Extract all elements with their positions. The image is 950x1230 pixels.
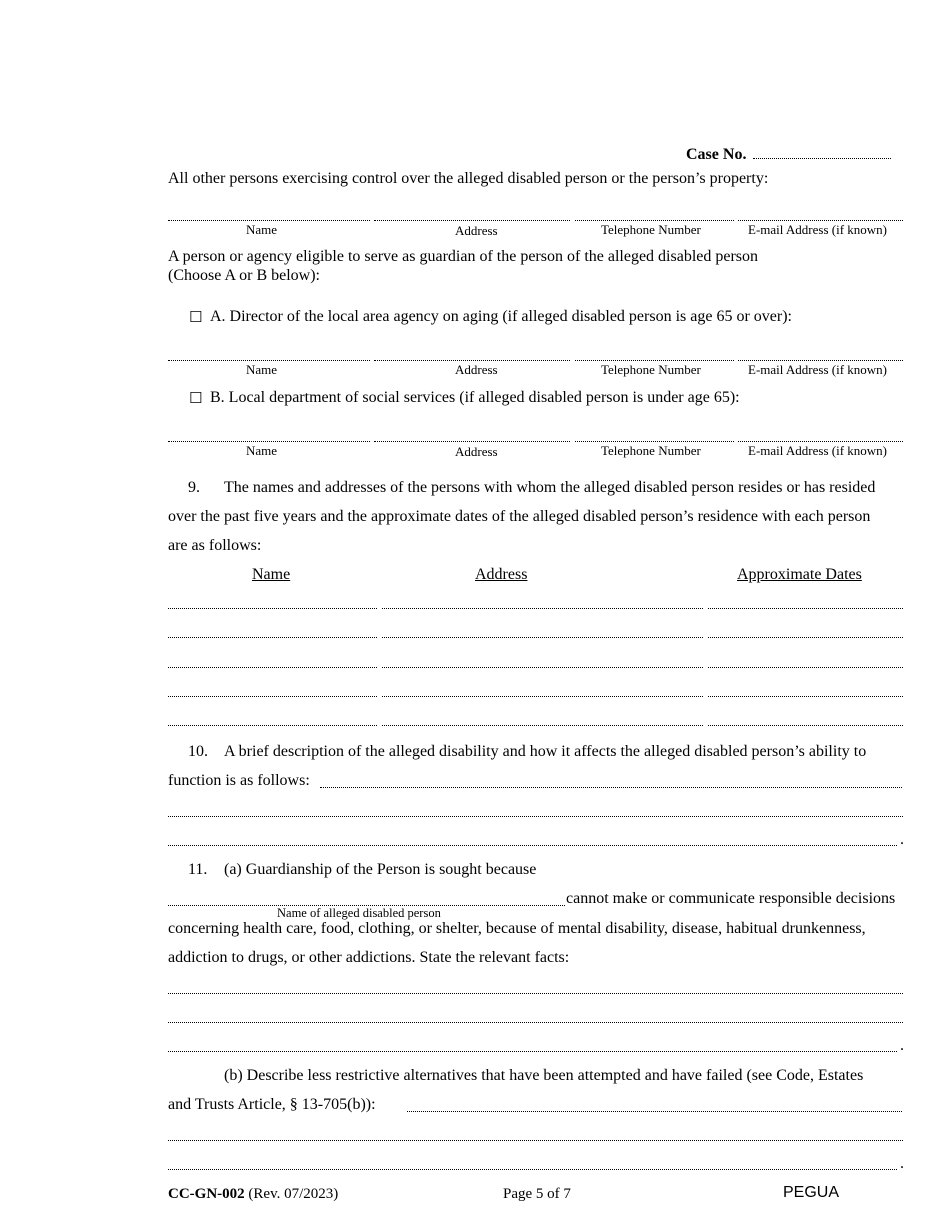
address-field[interactable] xyxy=(374,360,570,361)
item9-line2: over the past five years and the approximate dates of the alleged disabled person’s residence with each person xyxy=(168,508,871,525)
option-b-label: B. Local department of social services (if alleged disabled person is under age 65): xyxy=(210,389,740,406)
col-label-name: Name xyxy=(246,443,278,458)
footer-form-info xyxy=(168,1186,338,1203)
residence-name-field[interactable] xyxy=(168,696,377,697)
item11-part-b-line1: (b) Describe less restrictive alternatives that have been attempted and have failed (see Code, Estates xyxy=(224,1067,864,1084)
residence-dates-field[interactable] xyxy=(708,667,903,668)
case-no-field[interactable] xyxy=(753,158,891,159)
option-a-label: A. Director of the local area agency on aging (if alleged disabled person is age 65 or over): xyxy=(210,308,792,325)
residence-name-field[interactable] xyxy=(168,608,377,609)
email-field[interactable] xyxy=(738,441,903,442)
disability-description-field[interactable] xyxy=(168,845,897,846)
footer-form-id: CC-GN-002 xyxy=(168,1186,245,1202)
residence-address-field[interactable] xyxy=(382,667,703,668)
col-label-email: E-mail Address (if known) xyxy=(748,443,888,458)
col-label-email: E-mail Address (if known) xyxy=(748,362,888,377)
residence-name-field[interactable] xyxy=(168,725,377,726)
item11-after-blank: cannot make or communicate responsible decisions xyxy=(566,890,896,907)
residence-address-field[interactable] xyxy=(382,696,703,697)
name-field[interactable] xyxy=(168,220,370,221)
residence-dates-field[interactable] xyxy=(708,725,903,726)
item9-header-dates: Approximate Dates xyxy=(737,566,862,583)
residence-dates-field[interactable] xyxy=(708,696,903,697)
email-field[interactable] xyxy=(738,220,903,221)
telephone-field[interactable] xyxy=(575,220,734,221)
item11-blank-label: Name of alleged disabled person xyxy=(277,906,441,920)
col-label-telephone: Telephone Number xyxy=(601,443,701,458)
address-field[interactable] xyxy=(374,220,570,221)
alternatives-field[interactable] xyxy=(168,1169,897,1170)
item11-line3: addiction to drugs, or other addictions. State the relevant facts: xyxy=(168,949,570,966)
guardian-intro-line2: (Choose A or B below): xyxy=(168,267,320,284)
alternatives-field[interactable] xyxy=(168,1140,903,1141)
alternatives-field[interactable] xyxy=(407,1111,902,1112)
item10-line2: function is as follows: xyxy=(168,772,310,789)
item10-end-period: . xyxy=(900,831,904,848)
col-label-telephone: Telephone Number xyxy=(601,362,701,377)
col-label-address: Address xyxy=(455,223,498,238)
disability-description-field[interactable] xyxy=(168,816,903,817)
footer-code: PEGUA xyxy=(783,1184,840,1201)
item11-part-b-end-period: . xyxy=(900,1155,904,1172)
other-persons-text: All other persons exercising control over the alleged disabled person or the person’s property: xyxy=(168,170,769,187)
item10-number: 10. xyxy=(188,743,208,760)
guardian-intro-line1: A person or agency eligible to serve as guardian of the person of the alleged disabled person xyxy=(168,248,759,265)
relevant-facts-field[interactable] xyxy=(168,1022,903,1023)
col-label-email: E-mail Address (if known) xyxy=(748,222,888,237)
col-label-name: Name xyxy=(246,222,278,237)
item11-number: 11. xyxy=(188,861,208,878)
col-label-address: Address xyxy=(455,362,498,377)
address-field[interactable] xyxy=(374,441,570,442)
residence-dates-field[interactable] xyxy=(708,637,903,638)
residence-address-field[interactable] xyxy=(382,725,703,726)
residence-name-field[interactable] xyxy=(168,667,377,668)
item9-line1: The names and addresses of the persons with whom the alleged disabled person resides or has resided xyxy=(224,479,876,496)
item9-header-name: Name xyxy=(252,566,291,583)
item10-line1: A brief description of the alleged disability and how it affects the alleged disabled person’s ability to xyxy=(224,743,867,760)
footer-page-number: Page 5 of 7 xyxy=(503,1186,571,1202)
relevant-facts-field[interactable] xyxy=(168,1051,897,1052)
telephone-field[interactable] xyxy=(575,441,734,442)
residence-dates-field[interactable] xyxy=(708,608,903,609)
col-label-telephone: Telephone Number xyxy=(601,222,701,237)
item9-header-address: Address xyxy=(475,566,528,583)
disability-description-field[interactable] xyxy=(320,787,902,788)
item11-part-b-line2: and Trusts Article, § 13-705(b)): xyxy=(168,1096,376,1113)
telephone-field[interactable] xyxy=(575,360,734,361)
item11-part-a-intro: (a) Guardianship of the Person is sought because xyxy=(224,861,537,878)
option-a-checkbox[interactable]: ☐ xyxy=(189,308,203,326)
name-field[interactable] xyxy=(168,360,370,361)
footer-revision: (Rev. 07/2023) xyxy=(248,1186,339,1202)
option-b-checkbox[interactable]: ☐ xyxy=(189,389,203,407)
case-no-label: Case No. xyxy=(686,146,747,163)
item9-line3: are as follows: xyxy=(168,537,262,554)
item11-end-period: . xyxy=(900,1037,904,1054)
item9-number: 9. xyxy=(188,479,200,496)
item11-line2: concerning health care, food, clothing, or shelter, because of mental disability, disease, habitual drunkenness, xyxy=(168,920,866,937)
col-label-name: Name xyxy=(246,362,278,377)
residence-name-field[interactable] xyxy=(168,637,377,638)
email-field[interactable] xyxy=(738,360,903,361)
relevant-facts-field[interactable] xyxy=(168,993,903,994)
col-label-address: Address xyxy=(455,444,498,459)
residence-address-field[interactable] xyxy=(382,637,703,638)
name-field[interactable] xyxy=(168,441,370,442)
residence-address-field[interactable] xyxy=(382,608,703,609)
